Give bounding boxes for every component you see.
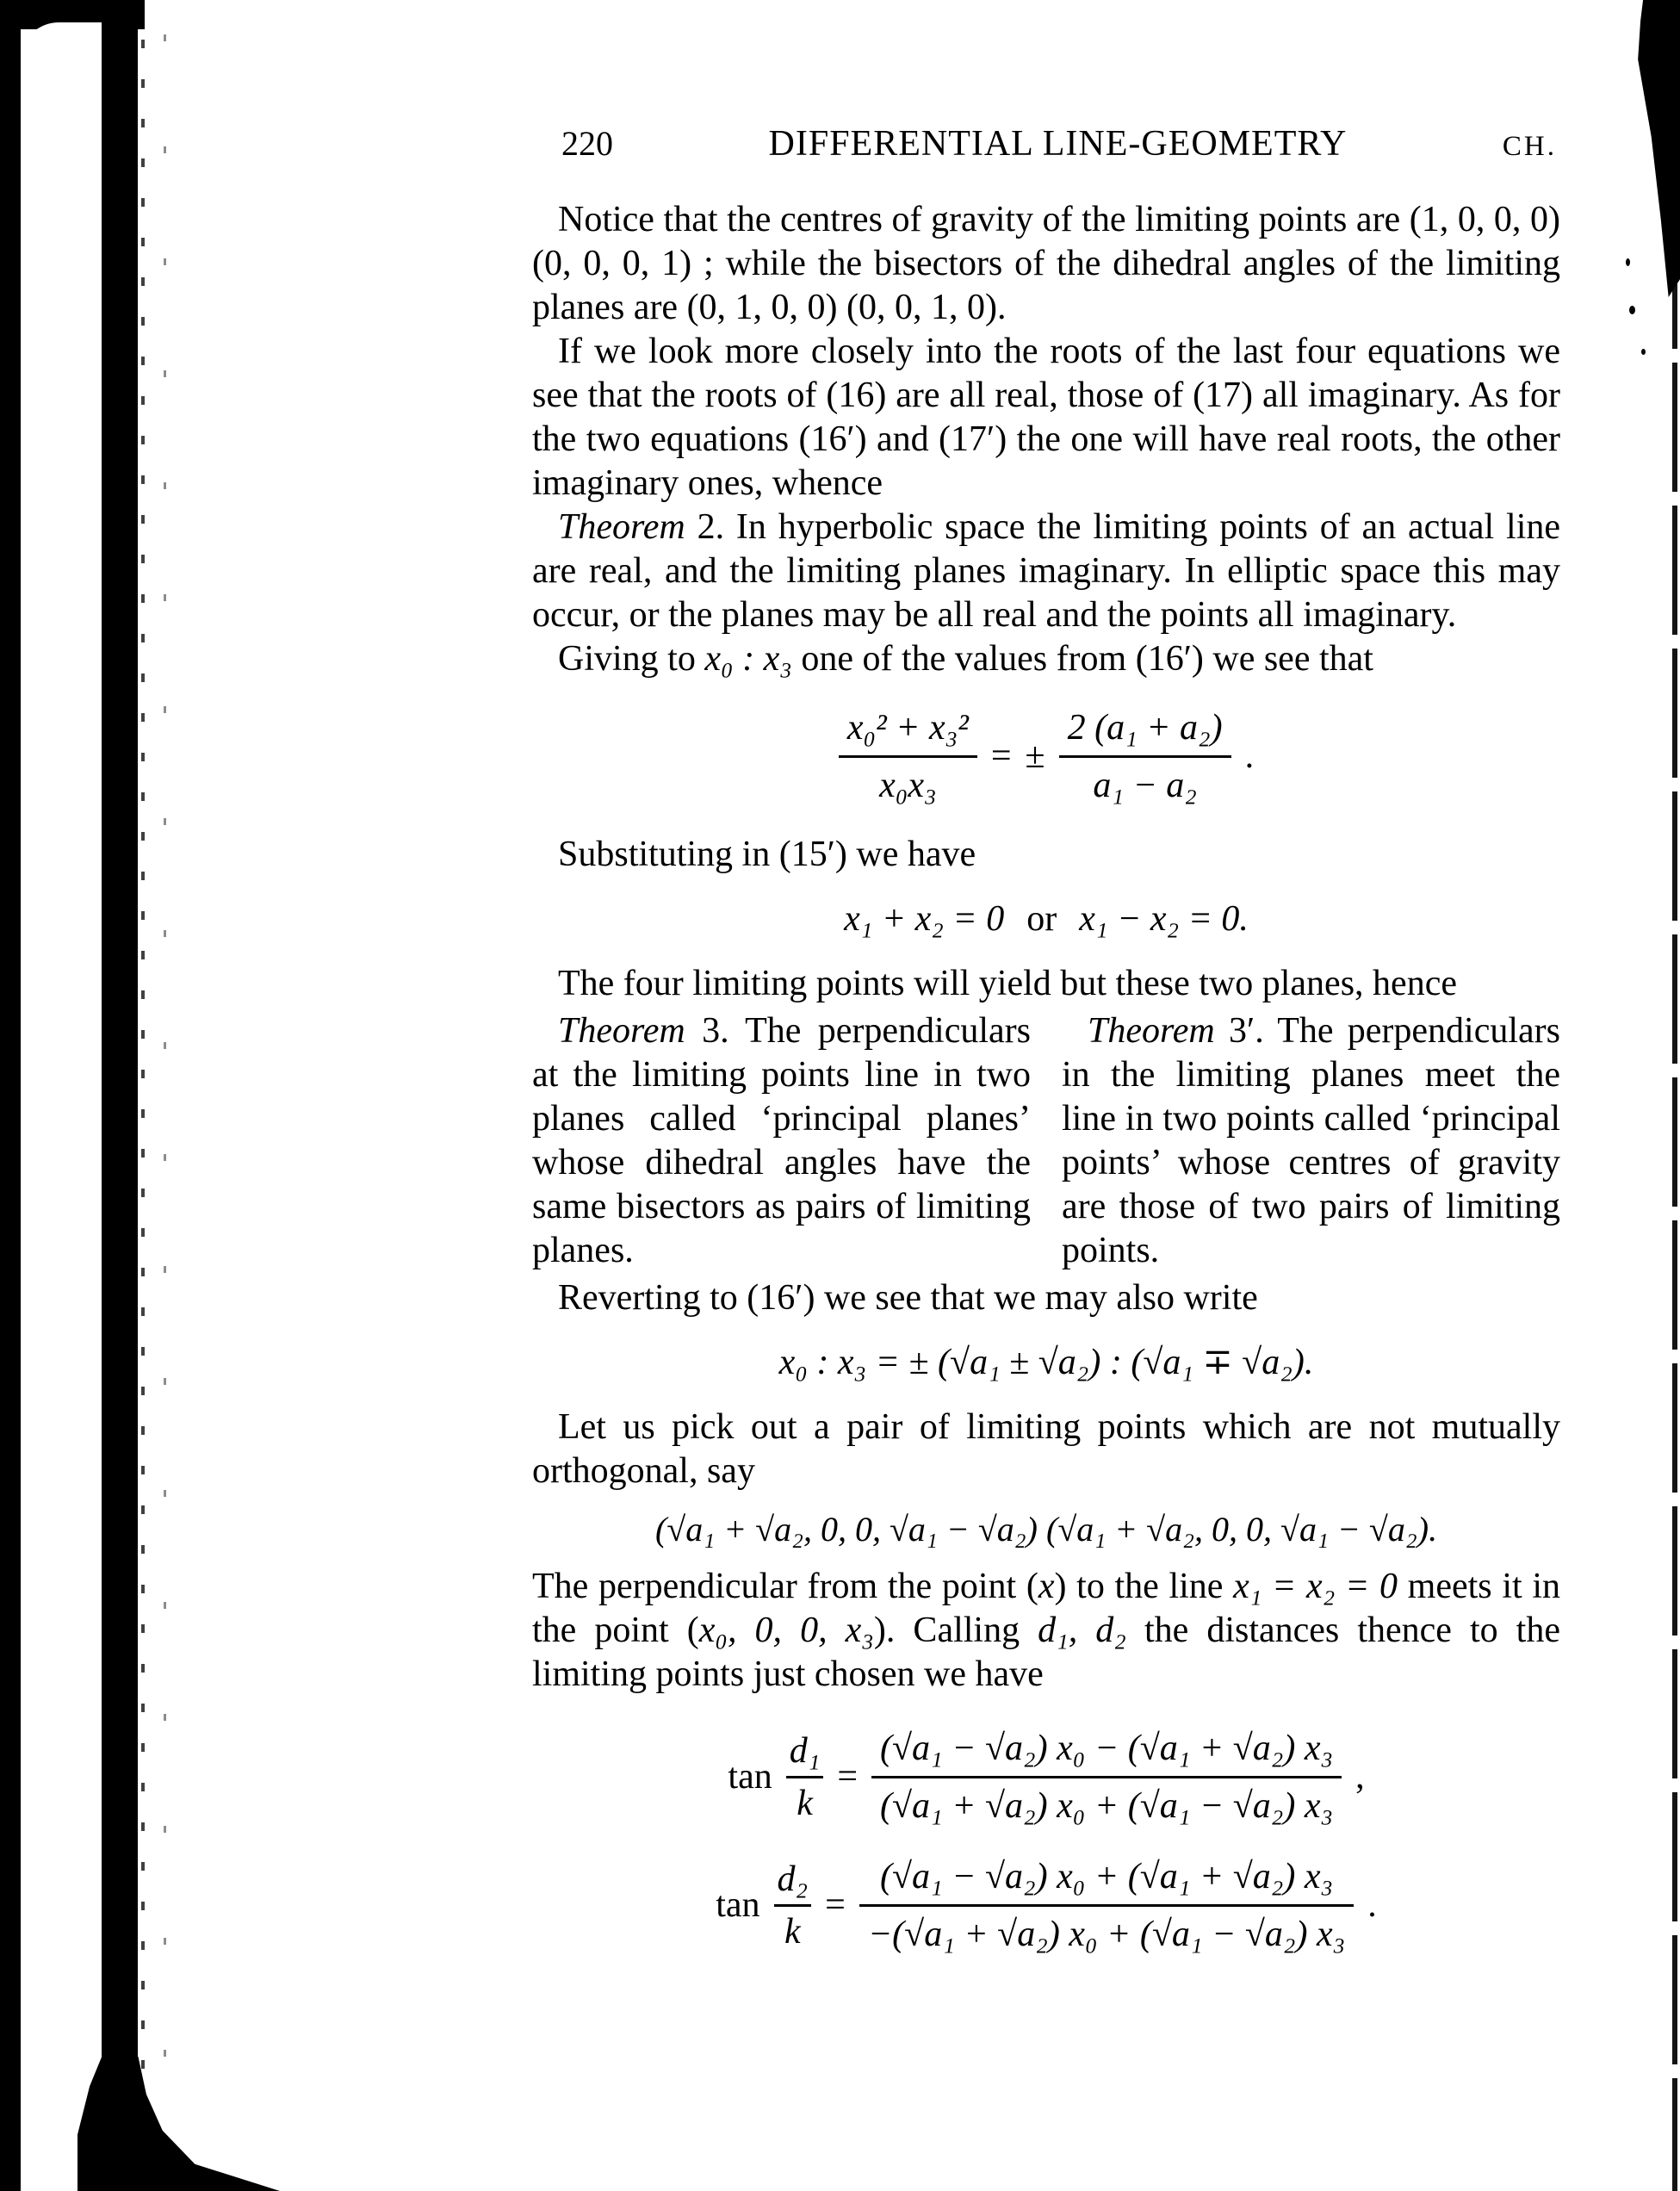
scan-artifact-speck-2 xyxy=(1641,349,1646,355)
theorem-2-body: In hyperbolic space the limiting points of an actual line are real, and the limiting planes imaginary. In elliptic space this may occur, or the planes may be all real and the points all imaginary. xyxy=(532,507,1561,635)
fraction-denominator: (√a₁ + √a₂) x₀ + (√a₁ − √a₂) x₃ xyxy=(880,1785,1334,1826)
inline-math-distances: d₁, d₂ xyxy=(1038,1610,1126,1650)
fraction-numerator: 2 (a₁ + a₂) xyxy=(1059,707,1231,758)
equation-tan-d2 xyxy=(532,1856,1560,1956)
equation-chosen-points xyxy=(532,1507,1560,1551)
paragraph-giving-post: one of the values from (16′) we see that xyxy=(791,639,1373,679)
scan-artifact-top-right-blob xyxy=(1616,0,1680,297)
paragraph-giving xyxy=(532,637,1560,681)
scan-artifact-bottom-left-flood xyxy=(77,2057,280,2191)
theorem-3-prime-body: The perpendiculars in the limiting planes meet the line in two points called ‘principal points’ whose centres of gravity are those of two pairs of limiting points. xyxy=(1062,1010,1560,1270)
scan-artifact-white-strip xyxy=(21,22,102,2191)
scan-artifact-binding-bar xyxy=(102,0,138,2191)
equation-chosen-points-text: (√a₁ + √a₂, 0, 0, √a₁ − √a₂) (√a₁ + √a₂, 0, 0, √a₁ − √a₂). xyxy=(654,1509,1438,1549)
equation-ratio xyxy=(532,707,1560,807)
equation-ratio-lhs-fraction xyxy=(839,707,977,807)
theorem-3-prime-label: Theorem xyxy=(1088,1010,1215,1051)
equals-sign: = xyxy=(990,736,1012,777)
theorem-3-label: Theorem xyxy=(558,1010,685,1051)
equation-tan-d1-rhs-fraction xyxy=(871,1728,1342,1828)
fraction-numerator: d₁ xyxy=(786,1730,824,1778)
fraction-denominator: x₀x₃ xyxy=(879,766,937,806)
inline-math-point: x₀, 0, 0, x₃ xyxy=(698,1610,874,1650)
paragraph-notice-text: Notice that the centres of gravity of the limiting points are (1, 0, 0, 0) (0, 0, 0, 1) ; while the bisectors of the dihedral angles of the limiting planes are (0, 1, 0, 0) (0, 0, 1, 0). xyxy=(532,200,1560,327)
theorem-3-column xyxy=(532,1009,1031,1273)
paragraph-theorem-2 xyxy=(532,506,1560,637)
fraction-denominator: a₁ − a₂ xyxy=(1093,766,1197,806)
equation-planes-left: x₁ + x₂ = 0 xyxy=(844,898,1005,939)
equals-sign: = xyxy=(825,1885,846,1926)
theorem-3-prime-column xyxy=(1062,1009,1560,1273)
paragraph-giving-pre: Giving to xyxy=(558,639,705,679)
paragraph-reverting xyxy=(532,1276,1560,1320)
page-number: 220 xyxy=(561,124,613,163)
chapter-corner-label: CH. xyxy=(1502,131,1557,162)
paragraph-perpendicular-post: the distances thence to the limiting points just chosen we have xyxy=(532,1610,1560,1694)
paragraph-roots xyxy=(532,330,1560,506)
theorem-2-label: Theorem xyxy=(558,507,685,547)
plus-minus-sign: ± xyxy=(1025,736,1045,777)
fraction-numerator: (√a₁ − √a₂) x₀ + (√a₁ + √a₂) x₃ xyxy=(859,1856,1354,1907)
theorem-columns xyxy=(532,1009,1560,1273)
theorem-3-body: The perpendiculars at the limiting points line in two planes called ‘principal planes’ whose dihedral angles have the same bisectors as pairs of limiting planes. xyxy=(532,1010,1031,1270)
inline-math-line: x₁ = x₂ = 0 xyxy=(1233,1566,1398,1606)
page-header xyxy=(532,126,1560,162)
fraction-denominator: k xyxy=(797,1783,813,1823)
equation-planes xyxy=(532,897,1560,941)
paragraph-notice xyxy=(532,198,1560,330)
equation-tan-d2-rhs-fraction xyxy=(859,1856,1354,1956)
fraction-numerator: d₂ xyxy=(774,1859,812,1907)
paragraph-four-points xyxy=(532,962,1560,1006)
theorem-2-number: 2. xyxy=(697,507,725,547)
scan-artifact-left-edge xyxy=(0,0,21,2191)
fraction-numerator: x₀² + x₃² xyxy=(839,707,977,758)
text-column xyxy=(532,0,1560,1956)
equation-ratio-rhs-fraction xyxy=(1059,707,1231,807)
equation-tan-d1-comma: , xyxy=(1355,1756,1365,1797)
equation-tan-d2-period: . xyxy=(1367,1885,1377,1926)
or-word: or xyxy=(1026,898,1057,939)
scan-artifact-noise-line-2 xyxy=(164,34,166,2119)
theorem-3-number: 3. xyxy=(702,1010,729,1051)
equals-sign: = xyxy=(837,1756,859,1797)
inline-math-x0-x3: x₀ : x₃ xyxy=(704,639,792,679)
theorem-3-prime-number: 3′. xyxy=(1229,1010,1264,1051)
fraction-denominator: k xyxy=(784,1912,801,1952)
scan-artifact-right-edge-line xyxy=(1672,220,1677,2191)
paragraph-perpendicular-mid1: ) to the line xyxy=(1054,1566,1234,1606)
paragraph-perpendicular-pre: The perpendicular from the point ( xyxy=(532,1566,1038,1606)
fraction-denominator: −(√a₁ + √a₂) x₀ + (√a₁ − √a₂) x₃ xyxy=(867,1915,1346,1955)
paragraph-perpendicular-mid3: ). Calling xyxy=(873,1610,1038,1650)
scan-artifact-noise-line-1 xyxy=(141,0,145,2191)
equation-planes-right: x₁ − x₂ = 0. xyxy=(1079,898,1249,939)
paragraph-substituting xyxy=(532,833,1560,877)
equation-roots-form-text: x₀ : x₃ = ± (√a₁ ± √a₂) : (√a₁ ∓ √a₂). xyxy=(778,1342,1314,1382)
equation-tan-d1-lhs-fraction xyxy=(786,1730,824,1825)
equation-tan-d1 xyxy=(532,1728,1560,1828)
tan-function-label: tan xyxy=(716,1885,760,1926)
tan-function-label: tan xyxy=(728,1756,772,1797)
inline-math-x: x xyxy=(1038,1566,1055,1606)
scan-artifact-speck-3 xyxy=(1626,258,1630,266)
equation-tan-d2-lhs-fraction xyxy=(774,1859,812,1953)
paragraph-reverting-text: Reverting to (16′) we see that we may also write xyxy=(558,1277,1258,1318)
equation-ratio-period: . xyxy=(1244,736,1255,777)
paragraph-roots-text: If we look more closely into the roots of the last four equations we see that the roots of (16) are all real, those of (17) all imaginary. As for the two equations (16′) and (17′) the one will have real roots, the other imaginary ones, whence xyxy=(532,332,1560,503)
fraction-numerator: (√a₁ − √a₂) x₀ − (√a₁ + √a₂) x₃ xyxy=(871,1728,1342,1778)
paragraph-substituting-text: Substituting in (15′) we have xyxy=(558,834,976,874)
running-title: DIFFERENTIAL LINE-GEOMETRY xyxy=(768,124,1348,164)
paragraph-perpendicular-mid2: meets it in the point ( xyxy=(532,1566,1560,1650)
equation-roots-form xyxy=(532,1341,1560,1385)
paragraph-pick-pair-text: Let us pick out a pair of limiting points which are not mutually orthogonal, say xyxy=(532,1406,1560,1491)
paragraph-pick-pair xyxy=(532,1406,1560,1493)
paragraph-perpendicular xyxy=(532,1565,1560,1697)
scan-artifact-speck-1 xyxy=(1629,306,1635,314)
paragraph-four-points-text: The four limiting points will yield but these two planes, hence xyxy=(558,963,1457,1003)
